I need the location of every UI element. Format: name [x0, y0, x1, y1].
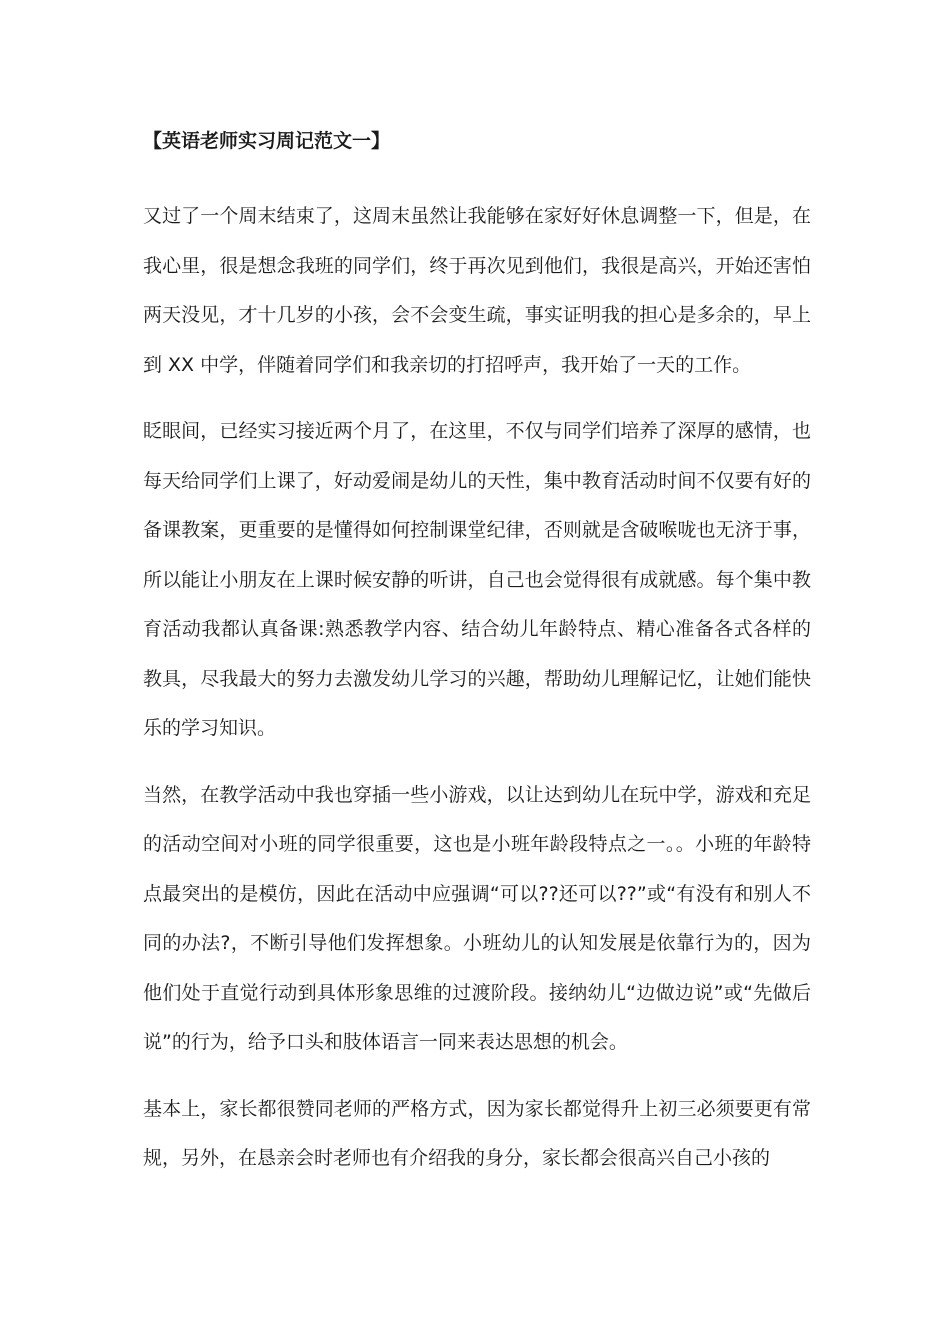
document-body — [143, 192, 811, 1201]
document-title: 【英语老师实习周记范文一】 — [143, 130, 391, 152]
paragraph-1: 又过了一个周末结束了，这周末虽然让我能够在家好好休息调整一下，但是，在我心里，很是想念我班的同学们，终于再次见到他们，我很是高兴，开始还害怕两天没见，才十几岁的小孩，会不会变生疏，事实证明我的担心是多余的，早上到 XX 中学，伴随着同学们和我亲切的打招呼声，我开始了一天的工作。 — [143, 205, 811, 376]
paragraph-2: 眨眼间，已经实习接近两个月了，在这里，不仅与同学们培养了深厚的感情，也每天给同学们上课了，好动爱闹是幼儿的天性，集中教育活动时间不仅要有好的备课教案，更重要的是懂得如何控制课堂纪律，否则就是含破喉咙也无济于事，所以能让小朋友在上课时候安静的听讲，自己也会觉得很有成就感。每个集中教育活动我都认真备课:熟悉教学内容、结合幼儿年龄特点、精心准备各式各样的教具，尽我最大的努力去激发幼儿学习的兴趣，帮助幼儿理解记忆，让她们能快乐的学习知识。 — [143, 420, 811, 739]
paragraph-3: 当然，在教学活动中我也穿插一些小游戏，以让达到幼儿在玩中学，游戏和充足的活动空间对小班的同学很重要，这也是小班年龄段特点之一。。小班的年龄特点最突出的是模仿，因此在活动中应强调“可以??还可以??”或“有没有和别人不同的办法?，不断引导他们发挥想象。小班幼儿的认知发展是依靠行为的，因为他们处于直觉行动到具体形象思维的过渡阶段。接纳幼儿“边做边说”或“先做后说”的行为，给予口头和肢体语言一同来表达思想的机会。 — [143, 783, 811, 1053]
paragraph-4: 基本上，家长都很赞同老师的严格方式，因为家长都觉得升上初三必须要更有常规，另外，在恳亲会时老师也有介绍我的身分，家长都会很高兴自己小孩的 — [143, 1097, 811, 1169]
